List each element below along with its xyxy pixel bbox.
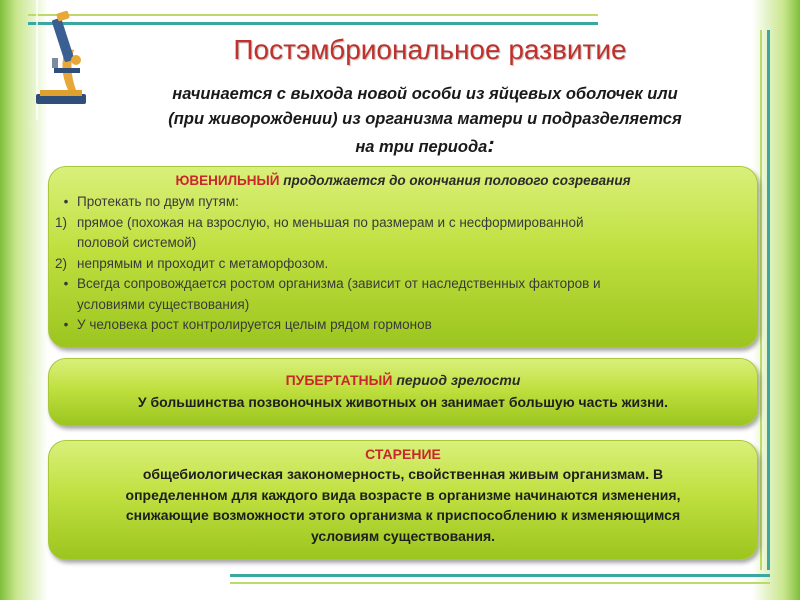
- intro-line: на три периода:: [355, 132, 495, 157]
- juvenile-heading: [49, 173, 757, 188]
- bullet-icon: •: [63, 194, 69, 209]
- bullet-icon: •: [63, 276, 69, 291]
- list-item: • У человека рост контролируется целым рядом гормонов: [55, 315, 755, 336]
- aging-heading: [49, 446, 757, 462]
- decor-line-top: [28, 14, 598, 16]
- aging-name: СТАРЕНИЕ: [365, 446, 441, 462]
- list-item-continuation: половой системой): [77, 235, 197, 250]
- list-item-continuation: условиями существования): [77, 296, 250, 312]
- puberty-desc: период зрелости: [396, 372, 521, 388]
- page-title: Постэмбриональное развитие: [233, 34, 627, 65]
- decor-line-top-teal: [28, 22, 598, 25]
- decor-line-bottom: [230, 582, 770, 584]
- list-item: • Протекать по двум путям:: [55, 192, 755, 213]
- bullet-icon: •: [63, 317, 69, 332]
- juvenile-desc: продолжается до окончания полового созревания: [283, 173, 631, 188]
- juvenile-period-box: [48, 166, 758, 348]
- decor-line-right-teal: [767, 30, 770, 570]
- puberty-heading: [49, 372, 757, 388]
- aging-text: общебиологическая закономерность, свойственная живым организмам. В определенном для каждого вида возрасте в организме начинаются изменения, снижающие возможности этого организма к приспособлению к изменяющимся условиям существования.: [125, 466, 681, 544]
- list-item: • Всегда сопровождается ростом организма (зависит от наследственных факторов и: [55, 274, 755, 295]
- list-item: 2) непрямым и проходит с метаморфозом.: [55, 255, 329, 271]
- puberty-text: У большинства позвоночных животных он занимает большую часть жизни.: [137, 394, 669, 410]
- list-item: 1) прямое (похожая на взрослую, но меньшая по размерам и с несформированной: [55, 214, 584, 230]
- decor-line-bottom-teal: [230, 574, 770, 577]
- decor-line-right: [760, 30, 762, 570]
- intro-line: начинается с выхода новой особи из яйцевых оболочек или: [172, 85, 678, 103]
- intro-line: (при живорождении) из организма матери и подразделяется: [168, 110, 682, 128]
- intro-text: [110, 82, 740, 160]
- puberty-period-box: [48, 358, 758, 426]
- microscope-icon: [28, 8, 94, 108]
- juvenile-list: [55, 192, 755, 336]
- juvenile-name: ЮВЕНИЛЬНЫЙ: [175, 173, 280, 188]
- aging-period-box: [48, 440, 758, 560]
- puberty-name: ПУБЕРТАТНЫЙ: [285, 372, 393, 388]
